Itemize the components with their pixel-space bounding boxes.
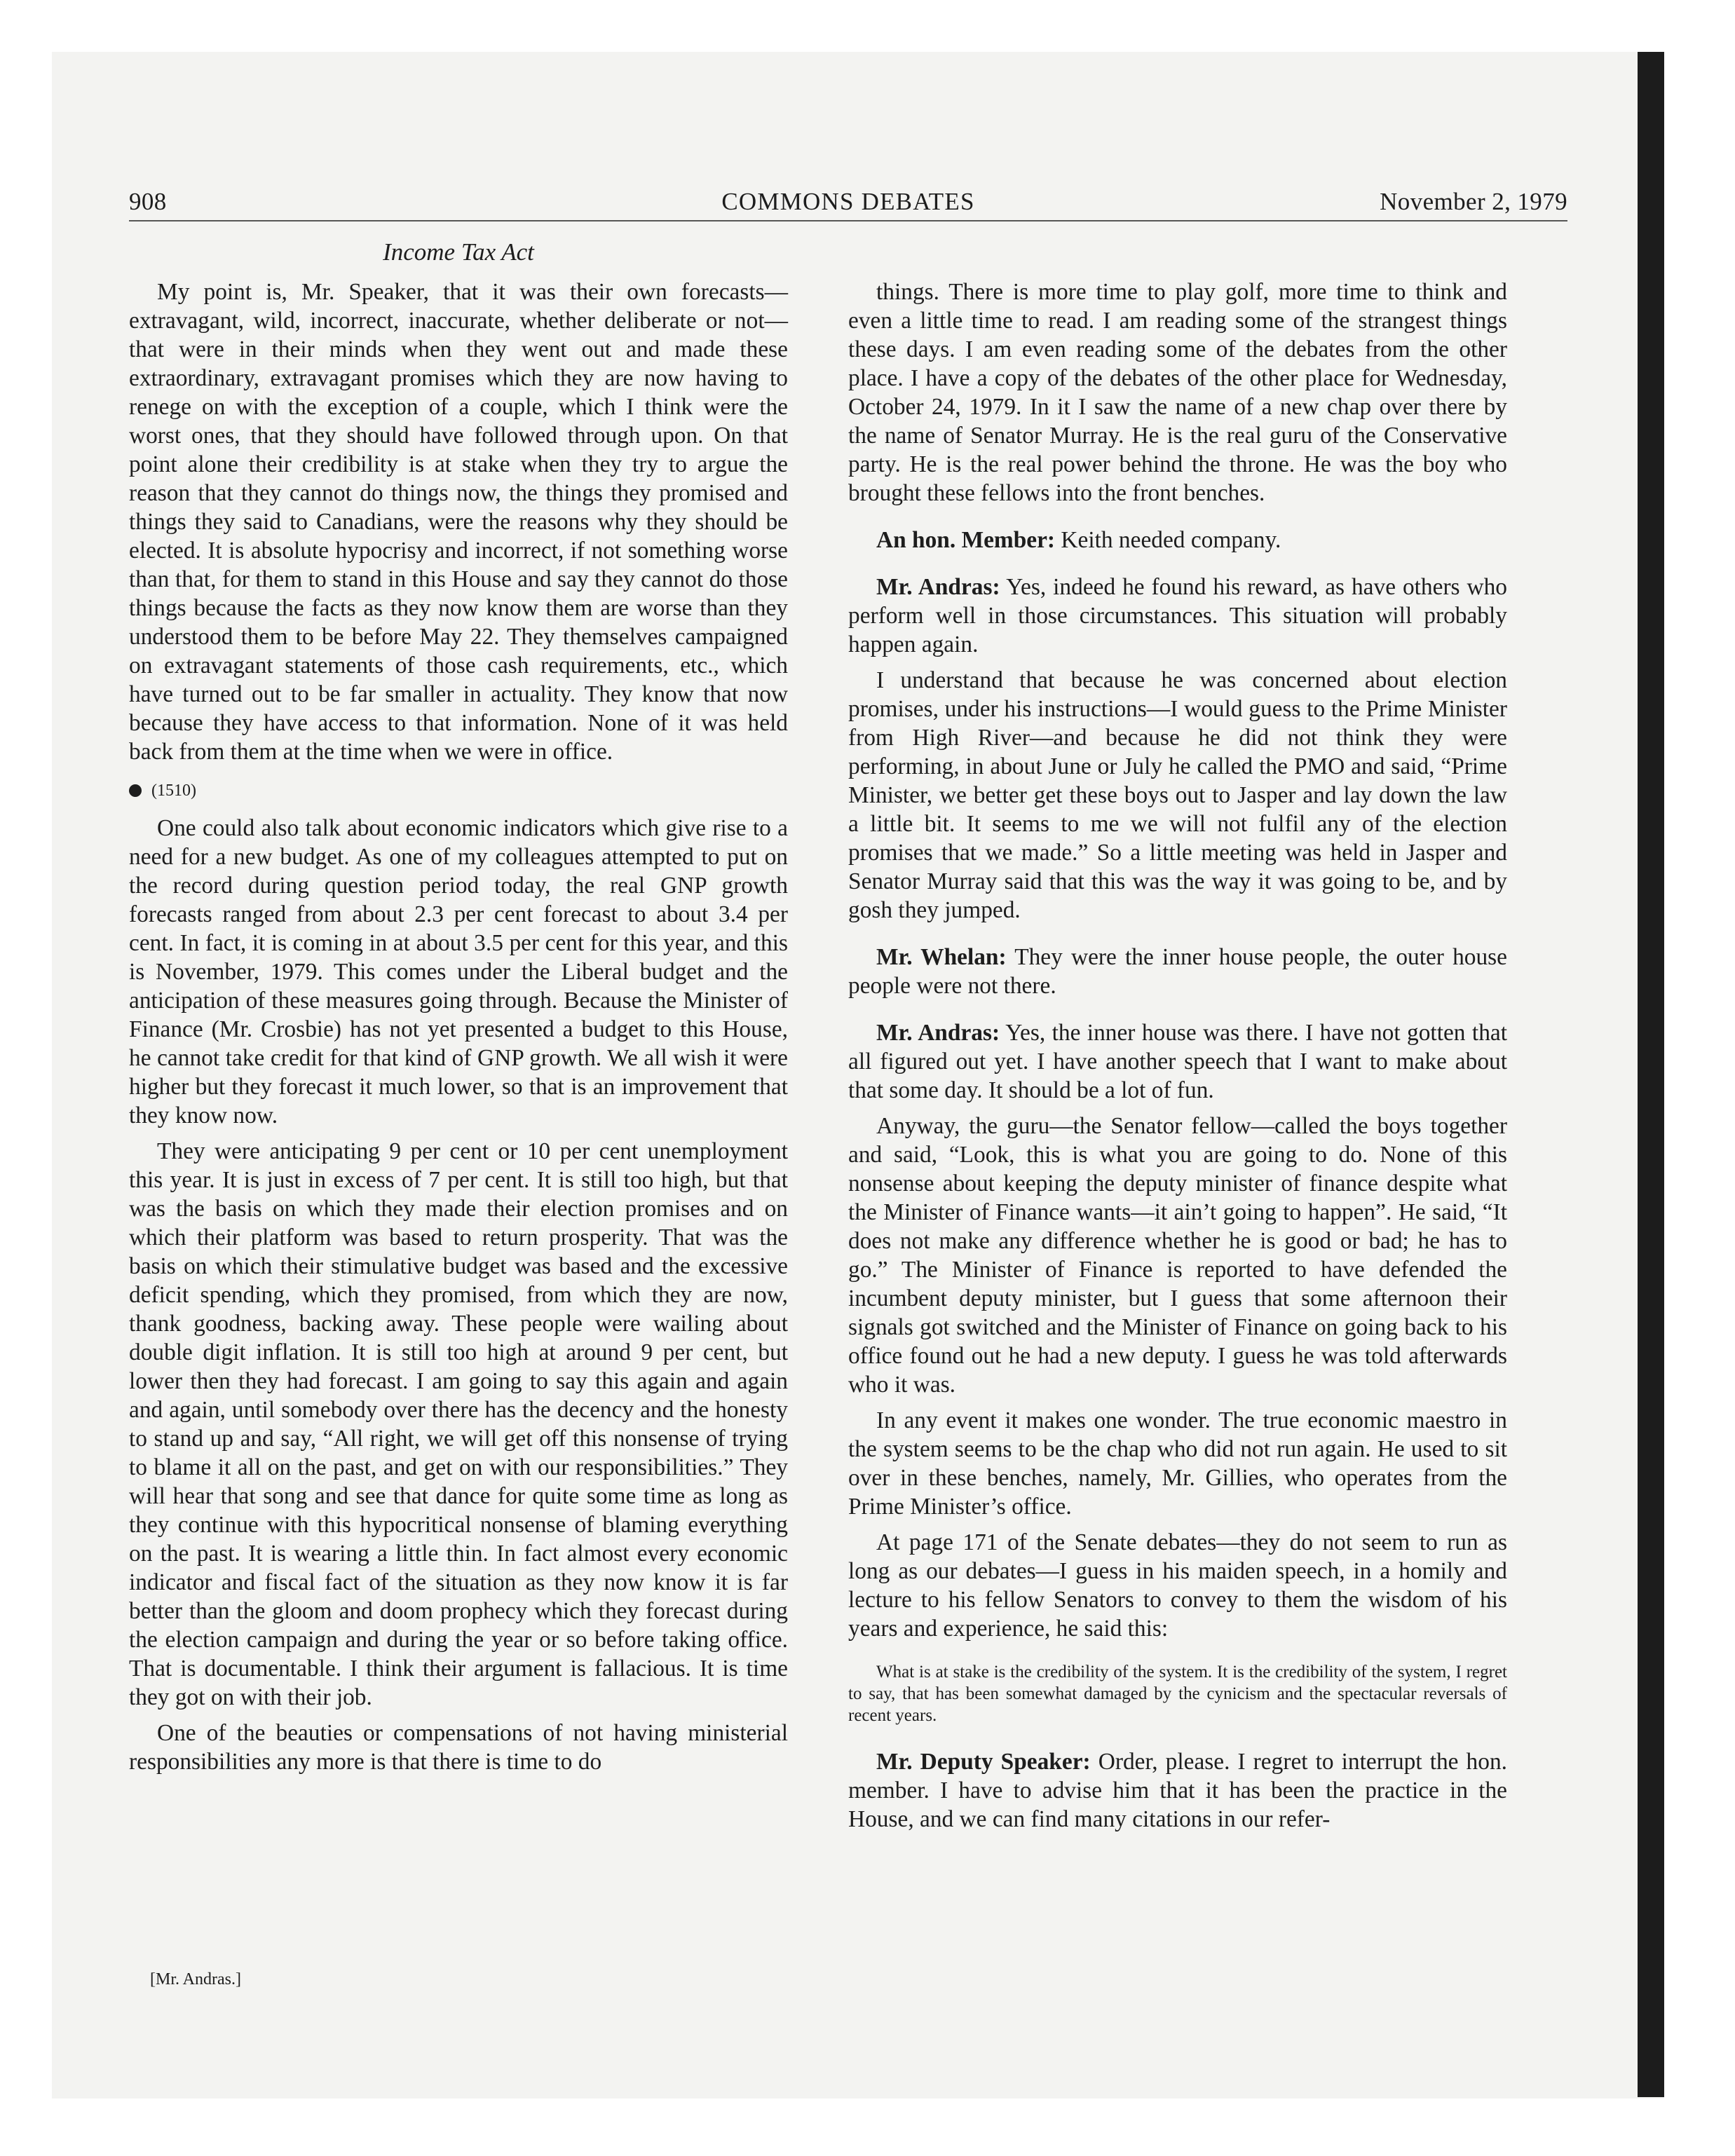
time-marker [129, 780, 788, 801]
speaker-name: Mr. Deputy Speaker: [876, 1749, 1091, 1775]
speech-text: They were the inner house people, the outer house people were not there. [848, 944, 1507, 999]
speaker-turn [848, 1747, 1507, 1834]
publication-title: COMMONS DEBATES [721, 188, 975, 215]
bullet-dot-icon [129, 784, 142, 797]
paragraph: One could also talk about economic indicators which give rise to a need for a new budget. As one of my colleagues attempted to put on the record during question period today, the real GNP growth forecasts ranged from about 2.3 per cent forecast to about 3.4 per cent. In fact, it is coming in at about 3.5 per cent for this year, and this is November, 1979. This comes under the Liberal budget and the anticipation of these measures going through. Because the Minister of Finance (Mr. Crosbie) has not yet presented a budget to this House, he cannot take credit for that kind of GNP growth. We all wish it were higher but they forecast it much lower, so that is an improvement that they know now. [129, 815, 788, 1128]
speaker-turn [848, 573, 1507, 659]
speaker-name: Mr. Whelan: [876, 944, 1007, 970]
page-header [129, 188, 1567, 219]
speaker-name: An hon. Member: [876, 527, 1056, 553]
time-marker-label: (1510) [151, 782, 196, 800]
speaker-turn [848, 526, 1507, 554]
speaker-attribution: [Mr. Andras.] [150, 1970, 241, 1988]
section-title: Income Tax Act [383, 238, 534, 266]
paragraph: I understand that because he was concerned about election promises, under his instructions—I would guess to the Prime Minister from High River—and because he did not think they were performing, in about June or July he called the PMO and said, “Prime Minister, we better get these boys out to Jasper and lay down the law a little bit. It seems to me we will not fulfil any of the election promises that we made.” So a little meeting was held in Jasper and Senator Murray said that this was the way it was going to be, and by gosh they jumped. [848, 667, 1507, 923]
block-quote: What is at stake is the credibility of the system. It is the credibility of the system, I regret to say, that has been somewhat damaged by the cynicism and the spectacular reversals of recent years. [848, 1663, 1507, 1725]
paragraph: In any event it makes one wonder. The true economic maestro in the system seems to be the chap who did not run again. He used to sit over in these benches, namely, Mr. Gillies, who operates from the Prime Minister’s office. [848, 1407, 1507, 1520]
speaker-name: Mr. Andras: [876, 574, 1000, 600]
paragraph: things. There is more time to play golf, more time to think and even a little time to read. I am reading some of the strangest things these days. I am even reading some of the debates from the other place. I have a copy of the debates of the other place for Wednesday, October 24, 1979. In it I saw the name of a new chap over there by the name of Senator Murray. He is the real guru of the Conservative party. He is the real power behind the throne. He was the boy who brought these fellows into the front benches. [848, 279, 1507, 506]
page-number: 908 [129, 188, 167, 215]
left-column [129, 278, 788, 1776]
speech-text: Yes, the inner house was there. I have not gotten that all figured out yet. I have another speech that I want to make about that some day. It should be a lot of fun. [848, 1020, 1507, 1103]
speaker-turn [848, 1018, 1507, 1105]
scan-edge-shadow [1638, 52, 1664, 2097]
speech-text: Yes, indeed he found his reward, as have others who perform well in those circumstances. This situation will probably happen again. [848, 574, 1507, 657]
issue-date: November 2, 1979 [1380, 188, 1567, 215]
paragraph: My point is, Mr. Speaker, that it was their own forecasts— extravagant, wild, incorrect, inaccurate, whether deliberate or not—that were in their minds when they went out and made these extraordinary, extravagant promises which they are now having to renege on with the exception of a couple, which I think were the worst ones, that they should have followed through upon. On that point alone their credibility is at stake when they try to argue the reason that they cannot do things now, the things they promised and things they said to Canadians, were the reasons why they should be elected. It is absolute hypocrisy and incorrect, if not something worse than that, for them to stand in this House and say they cannot do those things because the facts as they now know them are worse than they understood them to be before May 22. They themselves campaigned on extravagant statements of those cash requirements, etc., which have turned out to be far smaller in actuality. They know that now because they have access to that information. None of it was held back from them at the time when we were in office. [129, 279, 788, 765]
speech-text: Keith needed company. [1055, 527, 1281, 553]
paragraph: One of the beauties or compensations of not having ministerial responsibilities any more is that there is time to do [129, 1720, 788, 1775]
header-rule [129, 220, 1567, 221]
speaker-name: Mr. Andras: [876, 1020, 1000, 1046]
paragraph: At page 171 of the Senate debates—they do not seem to run as long as our debates—I guess in his maiden speech, in a homily and lecture to his fellow Senators to convey to them the wisdom of his years and experience, he said this: [848, 1529, 1507, 1642]
speech-text: Order, please. I regret to interrupt the hon. member. I have to advise him that it has been the practice in the House, and we can find many citations in our refer- [848, 1749, 1507, 1832]
paragraph: Anyway, the guru—the Senator fellow—called the boys together and said, “Look, this is what you are going to do. None of this nonsense about keeping the deputy minister of finance despite what the Minister of Finance wants—it ain’t going to happen”. He said, “It does not make any difference whether he is good or bad; he has to go.” The Minister of Finance is reported to have defended the incumbent deputy minister, but I guess that some afternoon their signals got switched and the Minister of Finance on going back to his office found out he had a new deputy. I guess he was told afterwards who it was. [848, 1113, 1507, 1398]
right-column [848, 278, 1507, 1834]
paragraph: They were anticipating 9 per cent or 10 per cent unemployment this year. It is just in excess of 7 per cent. It is still too high, but that was the basis on which they made their election promises and on which their platform was based to return prosperity. That was the basis on which their stimulative budget was based and the excessive deficit spending, which they promised, from which they are now, thank goodness, backing away. These people were wailing about double digit inflation. It is still too high at around 9 per cent, but lower then they had forecast. I am going to say this again and again and again, until somebody over there has the decency and the honesty to stand up and say, “All right, we will get off this nonsense of trying to blame it all on the past, and get on with our responsibilities.” They will hear that song and see that dance for quite some time as long as they continue with this hypocritical nonsense of blaming everything on the past. It is wearing a little thin. In fact almost every economic indicator and fiscal fact of the situation as they now know it is far better than the gloom and doom prophecy which they forecast during the election campaign and during the year or so before taking office. That is documentable. I think their argument is fallacious. It is time they got on with their job. [129, 1138, 788, 1710]
speaker-turn [848, 943, 1507, 1000]
